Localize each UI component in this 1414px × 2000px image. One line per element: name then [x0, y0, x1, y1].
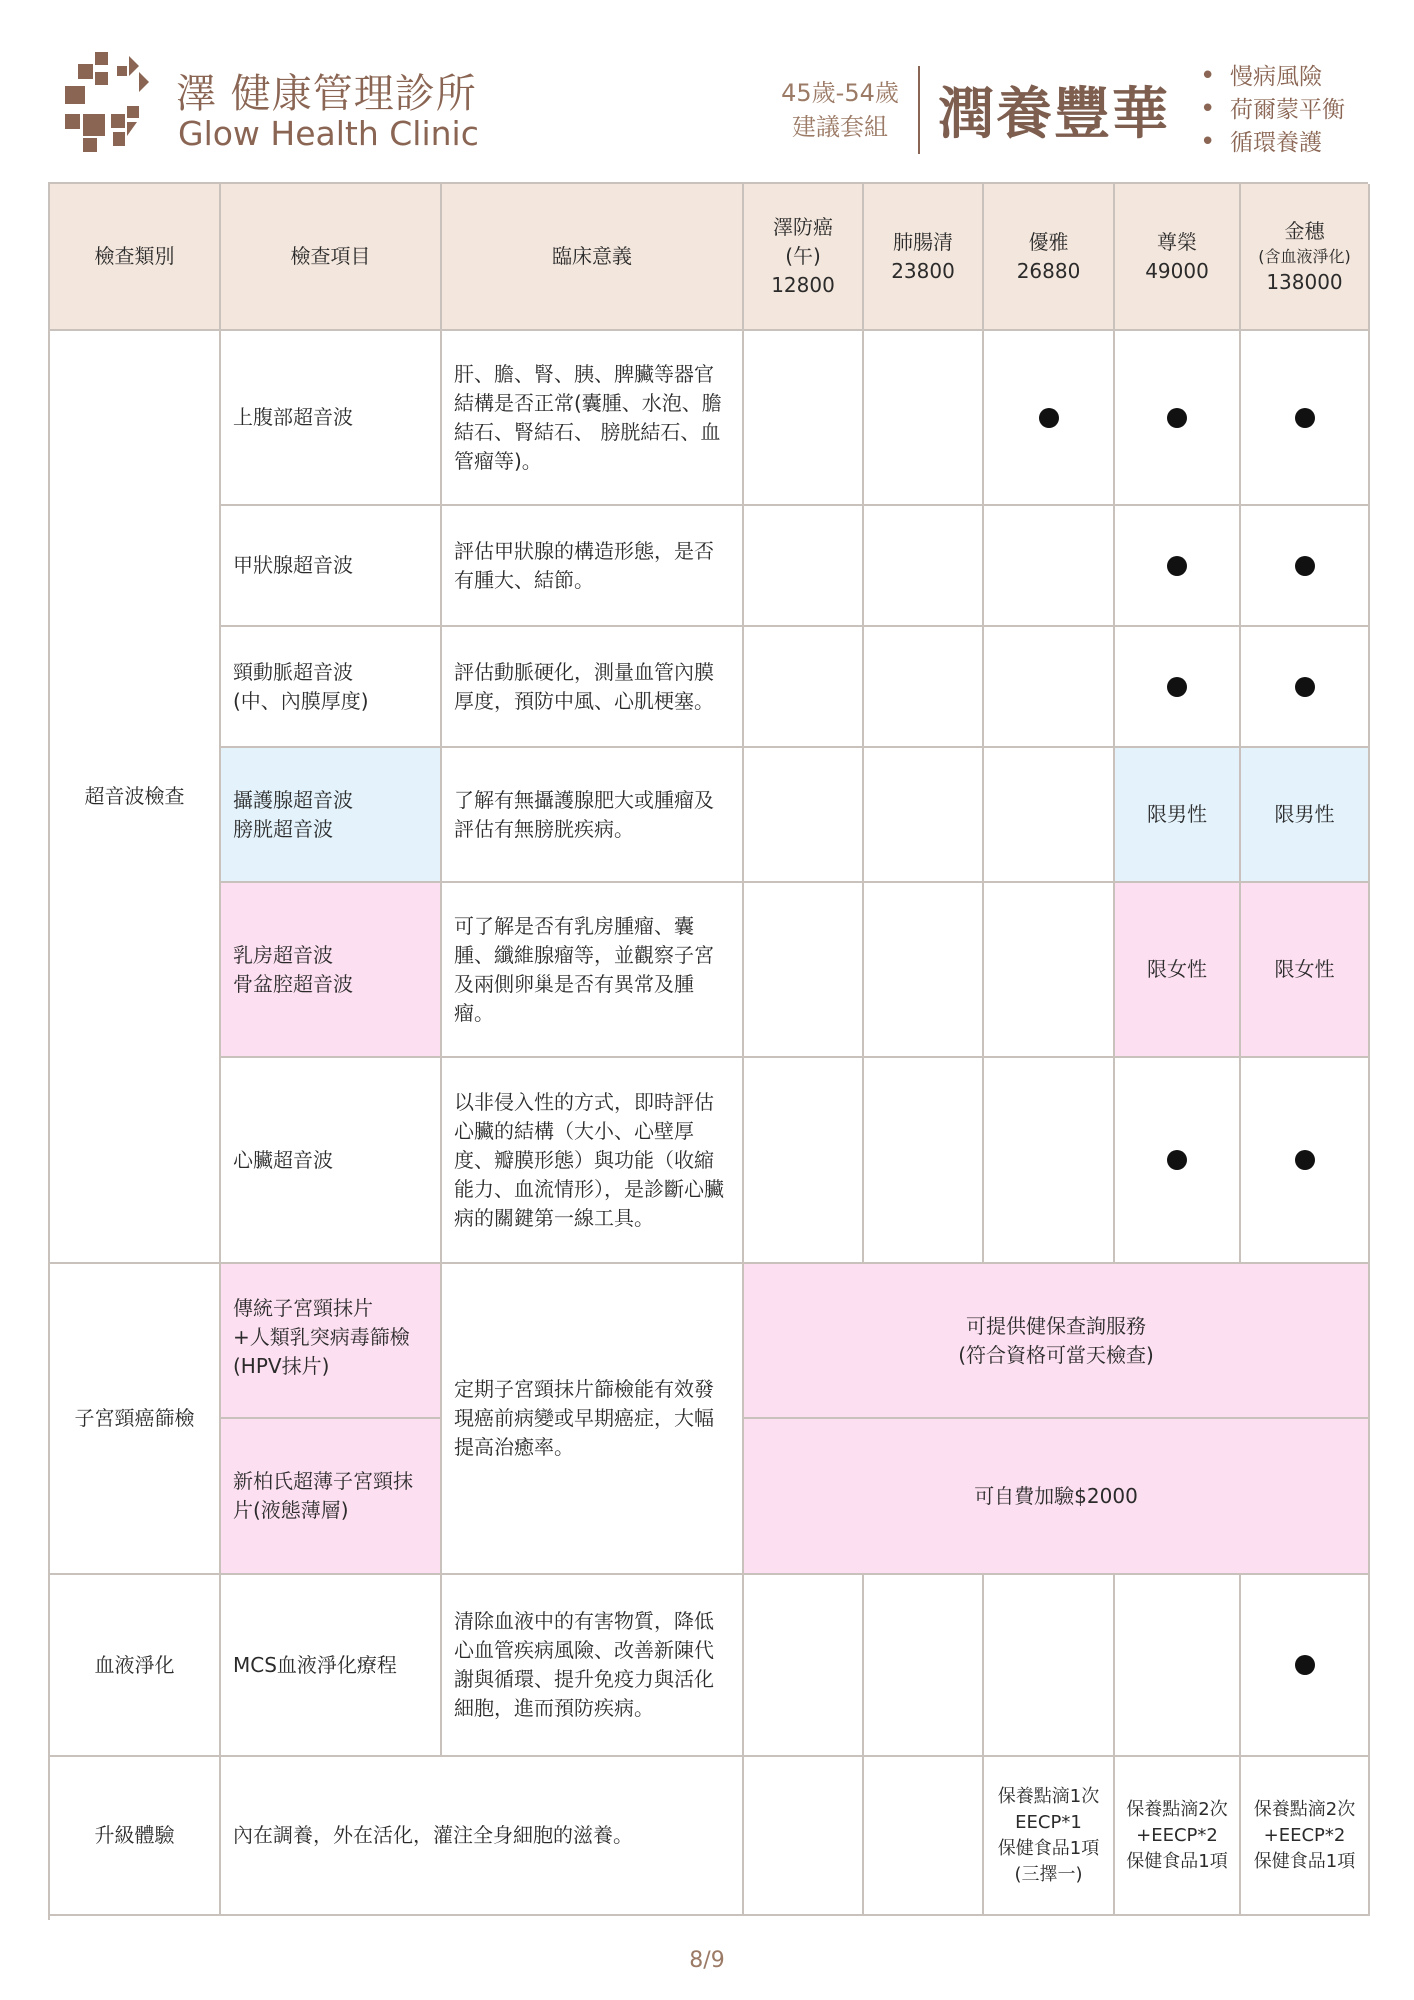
plan-name: 金穗 [1284, 218, 1325, 243]
upgrade-plan-3: 保養點滴1次 EECP*1 保健食品1項 (三擇一) [984, 1757, 1115, 1916]
plan-name: 澤防癌 [773, 215, 833, 239]
category-cervical: 子宮頸癌篩檢 [50, 1264, 221, 1575]
table-cell [984, 627, 1115, 748]
item-carotid: 頸動脈超音波 (中、內膜厚度) [221, 627, 442, 748]
plan-price: 12800 [771, 273, 835, 297]
nhi-service-note: 可提供健保查詢服務 (符合資格可當天檢查) [744, 1264, 1370, 1419]
item-thinprep: 新柏氏超薄子宮頸抹片(液態薄層) [221, 1419, 442, 1575]
plan-name: 優雅 [1028, 229, 1069, 254]
table-cell [744, 1757, 864, 1916]
age-range: 45歲-54歲 [781, 79, 899, 107]
table-cell [744, 1575, 864, 1757]
header-plan-2 [864, 184, 984, 331]
header-plan-5 [1241, 184, 1370, 331]
table-cell [744, 627, 864, 748]
included-cell [1241, 1575, 1370, 1757]
plan-price: 138000 [1266, 269, 1343, 294]
table-cell [864, 1575, 984, 1757]
plan-price: 23800 [891, 258, 955, 283]
item-pap-hpv: 傳統子宮頸抹片 +人類乳突病毒篩檢 (HPV抹片) [221, 1264, 442, 1419]
included-dot-icon [1167, 408, 1187, 428]
table-cell [744, 331, 864, 506]
item-thyroid: 甲狀腺超音波 [221, 506, 442, 627]
item-prostate: 攝護腺超音波 膀胱超音波 [221, 748, 442, 883]
meaning-mcs: 清除血液中的有害物質，降低心血管疾病風險、改善新陳代謝與循環、提升免疫力與活化細胞，進而預防疾病。 [442, 1575, 744, 1757]
table-cell [984, 506, 1115, 627]
table-cell [984, 883, 1115, 1058]
included-cell [1115, 506, 1241, 627]
table-cell [744, 1058, 864, 1264]
included-cell [1115, 331, 1241, 506]
meaning-cervical: 定期子宮頸抹片篩檢能有效發現癌前病變或早期癌症，大幅提高治癒率。 [442, 1264, 744, 1575]
meaning-thyroid: 評估甲狀腺的構造形態，是否有腫大、結節。 [442, 506, 744, 627]
item-heart: 心臟超音波 [221, 1058, 442, 1264]
table-cell [744, 883, 864, 1058]
included-dot-icon [1295, 556, 1315, 576]
page-number: 8/9 [689, 1948, 725, 1973]
meaning-breast-pelvic: 可了解是否有乳房腫瘤、囊腫、纖維腺瘤等，並觀察子宮及兩側卵巢是否有異常及腫瘤。 [442, 883, 744, 1058]
female-only-badge: 限女性 [1241, 883, 1370, 1058]
header-category: 檢查類別 [50, 184, 221, 331]
category-blood: 血液淨化 [50, 1575, 221, 1757]
plan-sub: (含血液淨化) [1258, 246, 1351, 266]
included-cell [1115, 1058, 1241, 1264]
plan-price: 49000 [1145, 258, 1209, 283]
included-dot-icon [1295, 1655, 1315, 1675]
table-cell [984, 1575, 1115, 1757]
included-cell [1115, 627, 1241, 748]
age-range-label [760, 76, 920, 144]
feature-item: • 慢病風險 [1200, 60, 1345, 93]
table-cell [984, 1058, 1115, 1264]
table-cell [984, 748, 1115, 883]
meaning-carotid: 評估動脈硬化，測量血管內膜厚度，預防中風、心肌梗塞。 [442, 627, 744, 748]
feature-item: • 荷爾蒙平衡 [1200, 93, 1345, 126]
plan-name: 肺腸清 [893, 229, 953, 254]
included-dot-icon [1295, 677, 1315, 697]
header-plan-4 [1115, 184, 1241, 331]
header-plan-3 [984, 184, 1115, 331]
meaning-heart: 以非侵入性的方式，即時評估心臟的結構（大小、心壁厚度、瓣膜形態）與功能（收縮能力、血流情形），是診斷心臟病的關鍵第一線工具。 [442, 1058, 744, 1264]
included-dot-icon [1167, 556, 1187, 576]
page-header [0, 0, 1414, 180]
included-dot-icon [1167, 677, 1187, 697]
meaning-upper-abdomen: 肝、膽、腎、胰、脾臟等器官結構是否正常(囊腫、水泡、膽結石、腎結石、 膀胱結石、血管瘤等)。 [442, 331, 744, 506]
plan-price: 26880 [1016, 258, 1081, 283]
male-only-badge: 限男性 [1241, 748, 1370, 883]
plan-name: 尊榮 [1157, 229, 1197, 254]
included-cell [1241, 506, 1370, 627]
table-cell [864, 331, 984, 506]
included-cell [1241, 331, 1370, 506]
female-only-badge: 限女性 [1115, 883, 1241, 1058]
table-cell [864, 1757, 984, 1916]
feature-item: • 循環養護 [1200, 126, 1345, 159]
header-plan-1 [744, 184, 864, 331]
table-cell [864, 1058, 984, 1264]
upgrade-plan-5: 保養點滴2次+EECP*2 保健食品1項 [1241, 1757, 1370, 1916]
feature-list [1200, 60, 1345, 159]
package-title: 潤養豐華 [938, 82, 1170, 147]
included-dot-icon [1039, 408, 1059, 428]
item-upper-abdomen: 上腹部超音波 [221, 331, 442, 506]
plan-sub: (午) [785, 244, 821, 268]
upgrade-description: 內在調養，外在活化，灌注全身細胞的滋養。 [221, 1757, 744, 1916]
included-cell [1241, 1058, 1370, 1264]
table-cell [744, 748, 864, 883]
item-breast-pelvic: 乳房超音波 骨盆腔超音波 [221, 883, 442, 1058]
self-pay-note: 可自費加驗$2000 [744, 1419, 1370, 1575]
male-only-badge: 限男性 [1115, 748, 1241, 883]
clinic-logo-icon [65, 52, 165, 152]
table-cell [864, 627, 984, 748]
table-cell [1115, 1575, 1241, 1757]
brand-name-english: Glow Health Clinic [178, 114, 479, 153]
included-dot-icon [1295, 1150, 1315, 1170]
included-cell [984, 331, 1115, 506]
table-cell [744, 506, 864, 627]
package-table [48, 182, 1368, 1920]
table-cell [864, 506, 984, 627]
included-cell [1241, 627, 1370, 748]
package-label: 建議套組 [792, 113, 888, 141]
included-dot-icon [1295, 408, 1315, 428]
brand-name-chinese: 澤 健康管理診所 [176, 71, 477, 117]
item-mcs: MCS血液淨化療程 [221, 1575, 442, 1757]
meaning-prostate: 了解有無攝護腺肥大或腫瘤及評估有無膀胱疾病。 [442, 748, 744, 883]
table-cell [864, 883, 984, 1058]
category-upgrade: 升級體驗 [50, 1757, 221, 1916]
header-divider [918, 66, 920, 154]
category-ultrasound: 超音波檢查 [50, 331, 221, 1264]
table-cell [864, 748, 984, 883]
included-dot-icon [1167, 1150, 1187, 1170]
header-meaning: 臨床意義 [442, 184, 744, 331]
header-item: 檢查項目 [221, 184, 442, 331]
upgrade-plan-4: 保養點滴2次+EECP*2 保健食品1項 [1115, 1757, 1241, 1916]
